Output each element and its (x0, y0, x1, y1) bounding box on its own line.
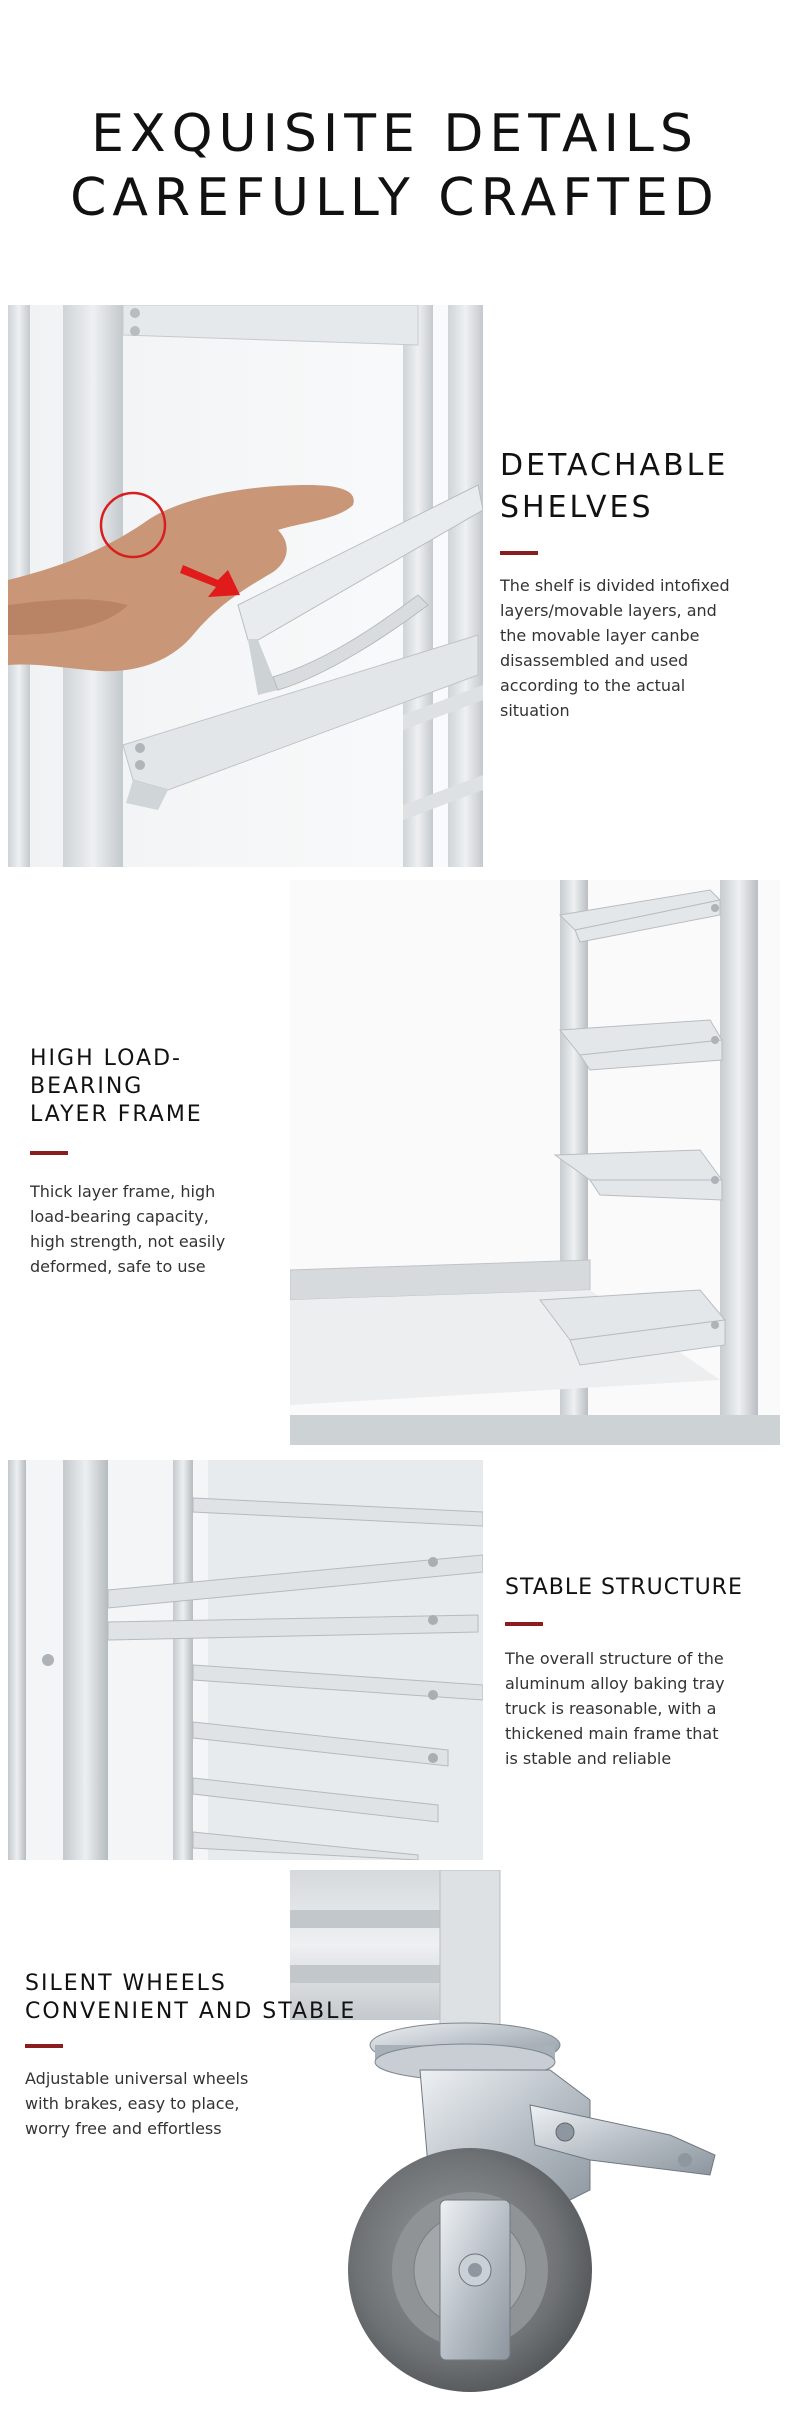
feature-title-line: CONVENIENT AND STABLE (25, 1999, 357, 2024)
photo-layer-frame (290, 880, 780, 1445)
description-line: The overall structure of the (505, 1649, 724, 1668)
feature-title-line: HIGH LOAD-BEARING (30, 1046, 182, 1099)
feature-detachable-shelves (500, 445, 770, 723)
accent-divider (25, 2044, 63, 2048)
hero-title-line-2: CAREFULLY CRAFTED (70, 168, 720, 228)
feature-description (25, 2066, 365, 2141)
feature-description (505, 1646, 775, 1771)
accent-divider (30, 1151, 68, 1155)
description-line: aluminum alloy baking tray (505, 1674, 725, 1693)
description-line: high strength, not easily (30, 1232, 226, 1251)
feature-description (500, 573, 770, 723)
feature-stable-structure (505, 1574, 775, 1771)
accent-divider (505, 1622, 543, 1626)
description-line: truck is reasonable, with a (505, 1699, 717, 1718)
photo-silent-wheel (290, 1870, 780, 2432)
description-line: with brakes, easy to place, (25, 2094, 240, 2113)
accent-divider (500, 551, 538, 555)
feature-title (500, 445, 770, 529)
description-line: according to the actual (500, 676, 686, 695)
description-line: disassembled and used (500, 651, 689, 670)
description-line: deformed, safe to use (30, 1257, 206, 1276)
feature-title-line: STABLE STRUCTURE (505, 1575, 743, 1600)
description-line: thickened main frame that (505, 1724, 719, 1743)
description-line: Adjustable universal wheels (25, 2069, 249, 2088)
description-line: worry free and effortless (25, 2119, 222, 2138)
description-line: The shelf is divided intofixed (500, 576, 730, 595)
description-line: Thick layer frame, high (30, 1182, 216, 1201)
feature-description (30, 1179, 290, 1279)
hero-heading (0, 0, 790, 300)
feature-title-line: LAYER FRAME (30, 1102, 203, 1127)
hero-title-line-1: EXQUISITE DETAILS (91, 104, 699, 164)
feature-title-line: DETACHABLE (500, 448, 729, 483)
photo-stable-structure (8, 1460, 483, 1860)
description-line: the movable layer canbe (500, 626, 700, 645)
description-line: situation (500, 701, 570, 720)
feature-high-load-bearing (30, 1045, 290, 1279)
feature-title (30, 1045, 290, 1129)
description-line: load-bearing capacity, (30, 1207, 209, 1226)
feature-title (505, 1574, 775, 1602)
feature-title-line: SHELVES (500, 490, 654, 525)
feature-title-line: SILENT WHEELS (25, 1971, 227, 1996)
feature-silent-wheels (25, 1970, 365, 2141)
description-line: is stable and reliable (505, 1749, 672, 1768)
feature-title (25, 1970, 365, 2026)
description-line: layers/movable layers, and (500, 601, 717, 620)
photo-detachable-shelf (8, 305, 483, 867)
